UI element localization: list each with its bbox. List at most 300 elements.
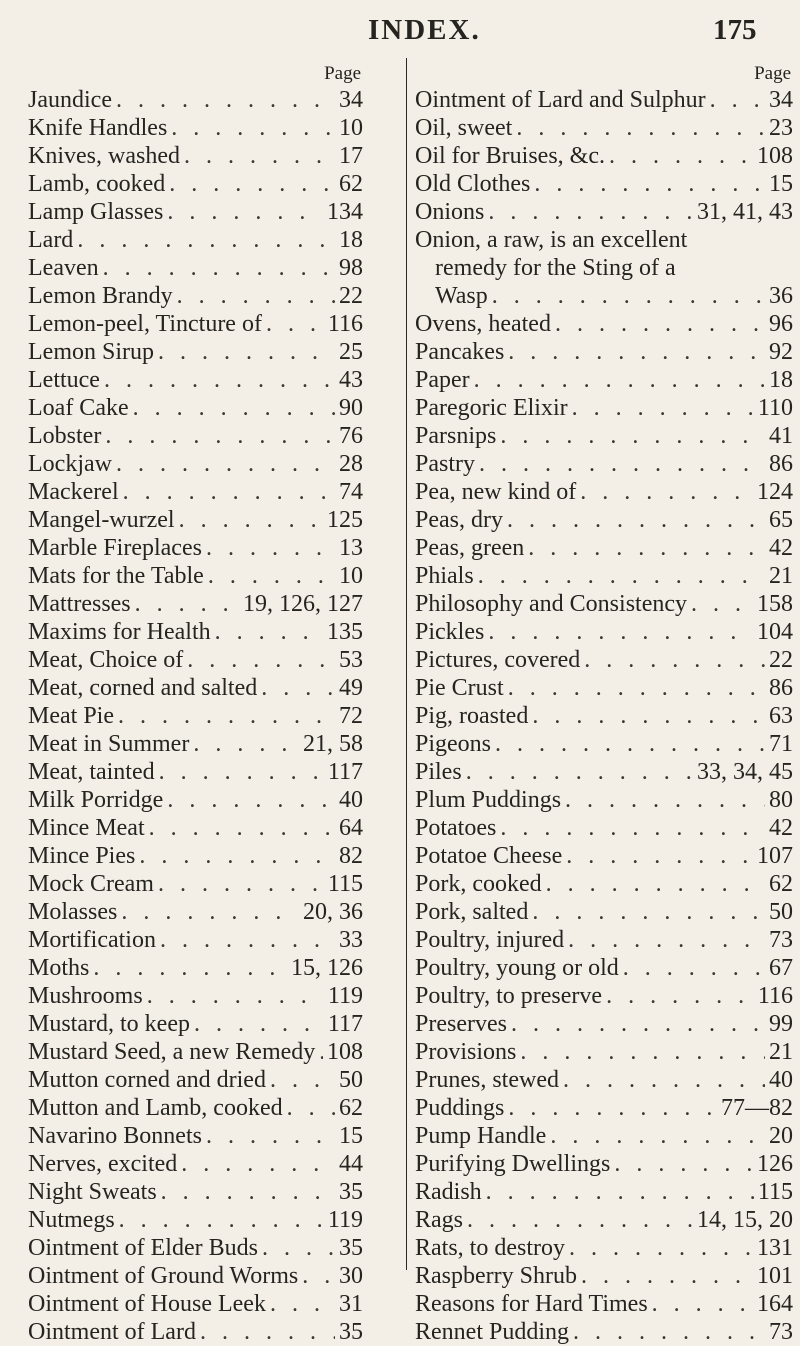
entry-page: 42: [769, 535, 793, 561]
entry-page: 62: [769, 871, 793, 897]
entry-text: Marble Fireplaces: [28, 535, 202, 561]
dot-leader: [488, 198, 693, 226]
dot-leader: [116, 450, 335, 478]
index-entry: [28, 338, 363, 366]
entry-text: Radish: [415, 1179, 482, 1205]
entry-text: Pea, new kind of: [415, 479, 577, 505]
entry-text: Leaven: [28, 255, 99, 281]
dot-leader: [565, 786, 765, 814]
dot-leader: [534, 170, 765, 198]
entry-text: Prunes, stewed: [415, 1067, 559, 1093]
entry-page: 72: [339, 703, 363, 729]
index-entry: [415, 310, 793, 338]
index-entry: [415, 758, 793, 786]
entry-text: Lemon Sirup: [28, 339, 154, 365]
index-entry: [28, 954, 363, 982]
index-entry: [28, 1318, 363, 1346]
entry-page: 135: [327, 619, 363, 645]
dot-leader: [123, 478, 335, 506]
entry-page: 101: [757, 1263, 793, 1289]
index-entry: [28, 702, 363, 730]
index-entry: [28, 1234, 363, 1262]
entry-text: Lockjaw: [28, 451, 112, 477]
entry-text: Knives, washed: [28, 143, 180, 169]
entry-text: Raspberry Shrub: [415, 1263, 577, 1289]
entry-text: Meat, tainted: [28, 759, 155, 785]
index-entry: [28, 366, 363, 394]
dot-leader: [532, 898, 765, 926]
entry-page: 98: [339, 255, 363, 281]
entry-page: 80: [769, 787, 793, 813]
page-header: [0, 14, 800, 54]
entry-text: Meat Pie: [28, 703, 114, 729]
entry-page: 62: [339, 171, 363, 197]
entry-page: 25: [339, 339, 363, 365]
index-entry: [415, 1122, 793, 1150]
index-entry: [415, 1178, 793, 1206]
index-entry: [415, 954, 793, 982]
entry-text: Mackerel: [28, 479, 119, 505]
entry-text: Mince Meat: [28, 815, 145, 841]
entry-text: Lamb, cooked: [28, 171, 166, 197]
entry-page: 41: [769, 423, 793, 449]
entry-page: 77—82: [721, 1095, 793, 1121]
entry-page: 117: [327, 1011, 363, 1037]
entry-text: Pump Handle: [415, 1123, 547, 1149]
entry-page: 18: [339, 227, 363, 253]
entry-text: Puddings: [415, 1095, 505, 1121]
entry-page: 40: [769, 1067, 793, 1093]
dot-leader: [606, 982, 754, 1010]
entry-text: Purifying Dwellings: [415, 1151, 611, 1177]
entry-text: Jaundice: [28, 87, 112, 113]
entry-text: Lemon-peel, Tincture of: [28, 311, 262, 337]
index-entry: [415, 394, 793, 422]
index-entry: [415, 674, 793, 702]
entry-text: Pictures, covered: [415, 647, 581, 673]
entry-text: Old Clothes: [415, 171, 531, 197]
index-entry: [28, 842, 363, 870]
index-entry: [415, 1290, 793, 1318]
entry-text: Paregoric Elixir: [415, 395, 568, 421]
entry-text: Maxims for Health: [28, 619, 211, 645]
entry-text: Mats for the Table: [28, 563, 204, 589]
entry-text: Nutmegs: [28, 1207, 115, 1233]
index-entry: [415, 898, 793, 926]
index-entry: [415, 1010, 793, 1038]
entry-text: Mattresses: [28, 591, 131, 617]
dot-leader: [569, 1234, 753, 1262]
entry-page: 117: [327, 759, 363, 785]
dot-leader: [184, 142, 335, 170]
dot-leader: [710, 86, 765, 114]
index-entry: [28, 898, 363, 926]
index-entry: [415, 506, 793, 534]
index-entry: [28, 618, 363, 646]
entry-text: Pork, salted: [415, 899, 529, 925]
index-entry: [415, 618, 793, 646]
dot-leader: [270, 1066, 335, 1094]
index-entry: [415, 338, 793, 366]
index-entry: [415, 86, 793, 114]
entry-page: 107: [757, 843, 793, 869]
entry-page: 82: [339, 843, 363, 869]
index-entry: [28, 534, 363, 562]
entry-page: 104: [757, 619, 793, 645]
entry-page: 10: [339, 115, 363, 141]
dot-leader: [478, 562, 765, 590]
entry-page: 49: [339, 675, 363, 701]
entry-page: 44: [339, 1151, 363, 1177]
index-entry: [28, 450, 363, 478]
entry-text: Loaf Cake: [28, 395, 129, 421]
entry-text: Nerves, excited: [28, 1151, 178, 1177]
entry-page: 90: [339, 395, 363, 421]
entry-page: 74: [339, 479, 363, 505]
index-entry: [415, 366, 793, 394]
index-entry: [415, 114, 793, 142]
index-entry: [415, 1038, 793, 1066]
entry-page: 35: [339, 1235, 363, 1261]
dot-leader: [474, 366, 765, 394]
entry-text: Ovens, heated: [415, 311, 551, 337]
index-entry: [415, 450, 793, 478]
dot-leader: [520, 1038, 765, 1066]
dot-leader: [121, 898, 299, 926]
entry-page: 115: [757, 1179, 793, 1205]
dot-leader: [466, 758, 693, 786]
dot-leader: [194, 1010, 324, 1038]
entry-page: 35: [339, 1179, 363, 1205]
dot-leader: [528, 534, 765, 562]
dot-leader: [181, 1150, 335, 1178]
entry-page: 21: [769, 563, 793, 589]
entry-page: 108: [757, 143, 793, 169]
dot-leader: [119, 1206, 324, 1234]
index-entry: [28, 786, 363, 814]
index-entry: [28, 142, 363, 170]
dot-leader: [187, 646, 335, 674]
index-entry: [415, 786, 793, 814]
entry-text: Phials: [415, 563, 474, 589]
entry-page: 42: [769, 815, 793, 841]
index-entry: [415, 646, 793, 674]
index-entry: [415, 1150, 793, 1178]
dot-leader: [193, 730, 299, 758]
entry-page: 22: [339, 283, 363, 309]
entry-page: 20, 36: [303, 899, 363, 925]
entry-page: 99: [769, 1011, 793, 1037]
entry-page: 86: [769, 675, 793, 701]
index-list-right: [415, 86, 793, 1346]
entry-text: Philosophy and Consistency: [415, 591, 688, 617]
dot-leader: [262, 1234, 335, 1262]
entry-page: 164: [757, 1291, 793, 1317]
entry-text: Oil, sweet: [415, 115, 513, 141]
dot-leader: [511, 1010, 765, 1038]
dot-leader: [486, 1178, 754, 1206]
entry-text: Ointment of Lard: [28, 1319, 196, 1345]
index-entry-continuation: [415, 254, 793, 282]
dot-leader: [516, 114, 765, 142]
entry-text: Potatoes: [415, 815, 497, 841]
dot-leader: [215, 618, 323, 646]
dot-leader: [555, 310, 765, 338]
entry-page: 21: [769, 1039, 793, 1065]
entry-text: Rennet Pudding: [415, 1319, 569, 1345]
index-entry: [415, 1206, 793, 1234]
entry-text: Rats, to destroy: [415, 1235, 565, 1261]
entry-text: Ointment of Elder Buds: [28, 1235, 258, 1261]
dot-leader: [149, 814, 335, 842]
entry-page: 67: [769, 955, 793, 981]
entry-page: 34: [769, 87, 793, 113]
dot-leader: [623, 954, 765, 982]
entry-page: 15, 126: [291, 955, 363, 981]
index-entry: [28, 674, 363, 702]
index-entry: [28, 1010, 363, 1038]
entry-page: 73: [769, 927, 793, 953]
index-entry: [28, 1038, 363, 1066]
dot-leader: [302, 1262, 335, 1290]
entry-page: 21, 58: [303, 731, 363, 757]
index-column-left: [28, 62, 363, 1346]
dot-leader: [319, 1038, 323, 1066]
dot-leader: [206, 1122, 335, 1150]
entry-page: 158: [757, 591, 793, 617]
entry-text: Meat, Choice of: [28, 647, 184, 673]
entry-text: Lettuce: [28, 367, 100, 393]
entry-text: Rags: [415, 1207, 463, 1233]
dot-leader: [508, 674, 765, 702]
entry-text: Reasons for Hard Times: [415, 1291, 648, 1317]
entry-page: 40: [339, 787, 363, 813]
index-entry: [415, 1094, 793, 1122]
dot-leader: [508, 1094, 717, 1122]
entry-page: 116: [757, 983, 793, 1009]
dot-leader: [479, 450, 765, 478]
entry-text: Pigeons: [415, 731, 492, 757]
dot-leader: [160, 926, 335, 954]
entry-text: Onions: [415, 199, 485, 225]
index-entry: [415, 926, 793, 954]
entry-page: 19, 126, 127: [243, 591, 363, 617]
entry-page: 65: [769, 507, 793, 533]
entry-page: 64: [339, 815, 363, 841]
entry-page: 14, 15, 20: [697, 1207, 793, 1233]
index-entry: [28, 870, 363, 898]
dot-leader: [159, 758, 324, 786]
entry-text: Pancakes: [415, 339, 505, 365]
entry-text: Lemon Brandy: [28, 283, 173, 309]
entry-page: 33: [339, 927, 363, 953]
entry-text: Pie Crust: [415, 675, 504, 701]
entry-text: Mince Pies: [28, 843, 136, 869]
dot-leader: [105, 422, 335, 450]
entry-page: 110: [757, 395, 793, 421]
index-entry: [28, 86, 363, 114]
entry-text: Ointment of Ground Worms: [28, 1263, 299, 1289]
entry-page: 36: [769, 283, 793, 309]
index-entry: [28, 1206, 363, 1234]
index-entry: [28, 590, 363, 618]
dot-leader: [161, 1178, 335, 1206]
index-entry: [28, 982, 363, 1010]
entry-page: 50: [339, 1067, 363, 1093]
index-entry-continuation: [415, 226, 793, 254]
index-entry: [415, 534, 793, 562]
entry-page: 126: [757, 1151, 793, 1177]
dot-leader: [691, 590, 753, 618]
index-entry: [415, 198, 793, 226]
index-entry: [28, 926, 363, 954]
dot-leader: [566, 842, 753, 870]
dot-leader: [495, 730, 765, 758]
dot-leader: [208, 562, 335, 590]
entry-text: Mustard, to keep: [28, 1011, 190, 1037]
dot-leader: [169, 170, 335, 198]
index-column-right: [415, 62, 793, 1346]
index-entry: [28, 394, 363, 422]
page-title: INDEX.: [368, 14, 481, 46]
entry-page: 63: [769, 703, 793, 729]
dot-leader: [584, 646, 765, 674]
entry-text: Peas, dry: [415, 507, 503, 533]
index-entry: [28, 198, 363, 226]
entry-page: 73: [769, 1319, 793, 1345]
dot-leader: [104, 366, 335, 394]
entry-page: 22: [769, 647, 793, 673]
entry-page: 10: [339, 563, 363, 589]
dot-leader: [614, 1150, 753, 1178]
index-entry: [415, 842, 793, 870]
entry-text: Mustard Seed, a new Remedy: [28, 1039, 316, 1065]
entry-page: 131: [757, 1235, 793, 1261]
entry-page: 115: [327, 871, 363, 897]
index-entry: [28, 758, 363, 786]
index-entry: [28, 1178, 363, 1206]
index-entry: [415, 1318, 793, 1346]
dot-leader: [532, 702, 765, 730]
entry-page: 34: [339, 87, 363, 113]
dot-leader: [139, 842, 335, 870]
dot-leader: [652, 1290, 753, 1318]
index-entry: [28, 170, 363, 198]
index-entry: [28, 646, 363, 674]
entry-text: Lard: [28, 227, 74, 253]
entry-text: Pig, roasted: [415, 703, 529, 729]
entry-page: 13: [339, 535, 363, 561]
entry-text: Night Sweats: [28, 1179, 157, 1205]
dot-leader: [103, 254, 335, 282]
entry-page: 43: [339, 367, 363, 393]
dot-leader: [171, 114, 335, 142]
entry-text: remedy for the Sting of a: [435, 255, 676, 281]
entry-text: Parsnips: [415, 423, 497, 449]
entry-text: Peas, green: [415, 535, 525, 561]
dot-leader: [572, 394, 754, 422]
entry-page: 119: [327, 1207, 363, 1233]
entry-text: Paper: [415, 367, 470, 393]
entry-text: Poultry, young or old: [415, 955, 619, 981]
index-entry: [415, 590, 793, 618]
entry-text: Provisions: [415, 1039, 517, 1065]
dot-leader: [507, 506, 765, 534]
entry-text: Ointment of House Leek: [28, 1291, 266, 1317]
dot-leader: [508, 338, 765, 366]
dot-leader: [580, 478, 753, 506]
dot-leader: [500, 814, 765, 842]
entry-page: 86: [769, 451, 793, 477]
index-entry: [28, 1094, 363, 1122]
entry-text: Mutton corned and dried: [28, 1067, 266, 1093]
entry-text: Lobster: [28, 423, 102, 449]
dot-leader: [467, 1206, 693, 1234]
index-entry: [415, 422, 793, 450]
entry-page: 76: [339, 423, 363, 449]
entry-page: 15: [769, 171, 793, 197]
entry-text: Moths: [28, 955, 90, 981]
page-column-label: Page: [324, 63, 361, 84]
dot-leader: [177, 282, 335, 310]
dot-leader: [200, 1318, 335, 1346]
index-entry: [415, 478, 793, 506]
entry-text: Wasp: [435, 283, 488, 309]
entry-page: 28: [339, 451, 363, 477]
dot-leader: [609, 142, 753, 170]
entry-text: Mangel-wurzel: [28, 507, 175, 533]
entry-text: Onion, a raw, is an excellent: [415, 227, 688, 253]
entry-page: 119: [327, 983, 363, 1009]
index-entry: [415, 870, 793, 898]
entry-page: 50: [769, 899, 793, 925]
index-list-left: [28, 86, 363, 1346]
page-number: 175: [713, 14, 757, 46]
dot-leader: [550, 1122, 765, 1150]
entry-text: Piles: [415, 759, 462, 785]
entry-text: Mortification: [28, 927, 156, 953]
index-entry: [415, 1066, 793, 1094]
index-entry: [415, 702, 793, 730]
entry-text: Mutton and Lamb, cooked: [28, 1095, 283, 1121]
dot-leader: [158, 338, 335, 366]
index-entry: [28, 814, 363, 842]
dot-leader: [573, 1318, 765, 1346]
entry-page: 17: [339, 143, 363, 169]
entry-page: 108: [327, 1039, 363, 1065]
index-entry: [28, 282, 363, 310]
dot-leader: [492, 282, 765, 310]
dot-leader: [118, 702, 335, 730]
dot-leader: [581, 1262, 753, 1290]
index-entry: [415, 730, 793, 758]
index-entry: [415, 814, 793, 842]
index-entry: [28, 1066, 363, 1094]
dot-leader: [77, 226, 335, 254]
dot-leader: [270, 1290, 335, 1318]
index-entry: [28, 1262, 363, 1290]
entry-text: Pickles: [415, 619, 485, 645]
index-entry: [415, 1234, 793, 1262]
entry-page: 125: [327, 507, 363, 533]
index-entry: [28, 310, 363, 338]
dot-leader: [116, 86, 335, 114]
dot-leader: [158, 870, 324, 898]
dot-leader: [568, 926, 765, 954]
dot-leader: [147, 982, 324, 1010]
dot-leader: [287, 1094, 335, 1122]
entry-page: 18: [769, 367, 793, 393]
